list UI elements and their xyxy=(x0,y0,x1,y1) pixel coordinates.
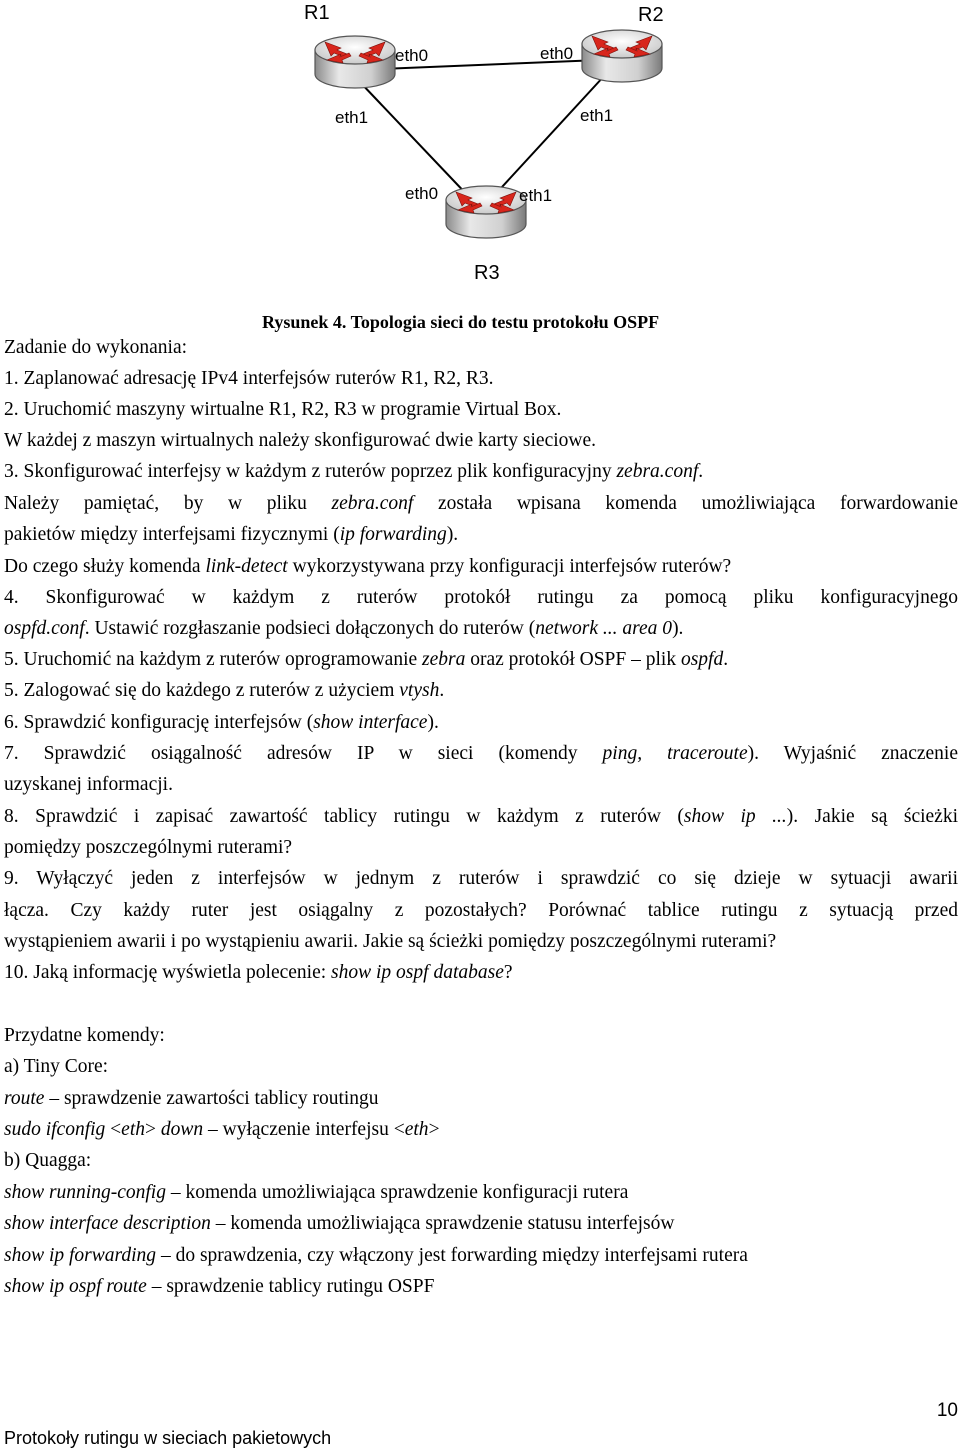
task-step-7: 7. Sprawdzić osiągalność adresów IP w sieci (komendy ping, traceroute). Wyjaśnić znaczenie xyxy=(4,743,958,764)
command-show-running-config: show running-config – komenda umożliwiająca sprawdzenie konfiguracji rutera xyxy=(4,1182,629,1203)
task-step-9-cont2: wystąpieniem awarii i po wystąpieniu awarii. Jakie są ścieżki pomiędzy poszczególnymi ruterami? xyxy=(4,931,777,952)
task-heading: Zadanie do wykonania: xyxy=(4,337,188,358)
task-step-4-cont: ospfd.conf. Ustawić rozgłaszanie podsieci dołączonych do ruterów (network ... area 0). xyxy=(4,618,684,639)
command-show-ip-forwarding: show ip forwarding – do sprawdzenia, czy włączony jest forwarding między interfejsami rutera xyxy=(4,1245,748,1266)
r2-eth0-label: eth0 xyxy=(540,44,574,63)
task-step-2-note: W każdej z maszyn wirtualnych należy skonfigurować dwie karty sieciowe. xyxy=(4,430,597,451)
r2-eth1-label: eth1 xyxy=(580,106,614,125)
router-r2-icon xyxy=(582,30,662,82)
commands-quagga-heading: b) Quagga: xyxy=(4,1150,92,1171)
router-r3-icon xyxy=(446,186,526,238)
commands-heading: Przydatne komendy: xyxy=(4,1025,165,1046)
task-step-1: 1. Zaplanować adresację IPv4 interfejsów ruterów R1, R2, R3. xyxy=(4,368,494,389)
router-r1-icon xyxy=(315,36,395,88)
link-r1-r3 xyxy=(358,80,472,200)
page-number: 10 xyxy=(936,1400,958,1421)
task-step-7-cont: uzyskanej informacji. xyxy=(4,774,173,795)
command-show-ip-ospf-route: show ip ospf route – sprawdzenie tablicy rutingu OSPF xyxy=(4,1276,435,1297)
task-step-9-cont: łącza. Czy każdy ruter jest osiągalny z pozostałych? Porównać tablice rutingu z sytuacją przed xyxy=(4,900,958,921)
task-step-3-question: Do czego służy komenda link-detect wykorzystywana przy konfiguracji interfejsów ruterów? xyxy=(4,556,732,577)
r3-eth1-label: eth1 xyxy=(519,186,553,205)
command-route: route – sprawdzenie zawartości tablicy routingu xyxy=(4,1088,379,1109)
task-step-3-note-cont: pakietów między interfejsami fizycznymi (ip forwarding). xyxy=(4,524,459,545)
command-show-interface-description: show interface description – komenda umożliwiająca sprawdzenie statusu interfejsów xyxy=(4,1213,675,1234)
r3-eth0-label: eth0 xyxy=(405,184,439,203)
router-r3-label: R3 xyxy=(474,262,500,284)
task-step-2: 2. Uruchomić maszyny wirtualne R1, R2, R3 w programie Virtual Box. xyxy=(4,399,562,420)
task-step-8: 8. Sprawdzić i zapisać zawartość tablicy rutingu w każdym z ruterów (show ip ...). Jakie są ścieżki xyxy=(4,806,958,827)
link-r2-r3 xyxy=(490,75,605,200)
task-step-5b: 5. Zalogować się do każdego z ruterów z użyciem vtysh. xyxy=(4,680,445,701)
task-step-8-cont: pomiędzy poszczególnymi ruterami? xyxy=(4,837,293,858)
commands-tinycore-heading: a) Tiny Core: xyxy=(4,1056,109,1077)
task-step-9: 9. Wyłączyć jeden z interfejsów w jednym z ruterów i sprawdzić co się dzieje w sytuacji awarii xyxy=(4,868,958,889)
command-ifconfig-down: sudo ifconfig <eth> down – wyłączenie interfejsu <eth> xyxy=(4,1119,440,1140)
task-step-3: 3. Skonfigurować interfejsy w każdym z ruterów poprzez plik konfiguracyjny zebra.conf. xyxy=(4,461,704,482)
r1-eth1-label: eth1 xyxy=(335,108,369,127)
r1-eth0-label: eth0 xyxy=(395,46,429,65)
task-step-5a: 5. Uruchomić na każdym z ruterów oprogramowanie zebra oraz protokół OSPF – plik ospfd. xyxy=(4,649,729,670)
footer-title: Protokoły rutingu w sieciach pakietowych xyxy=(4,1428,332,1448)
network-topology-diagram xyxy=(0,0,960,300)
task-step-3-note: Należy pamiętać, by w pliku zebra.conf została wpisana komenda umożliwiająca forwardowanie xyxy=(4,493,958,514)
topology-graphic xyxy=(0,0,960,300)
task-step-4: 4. Skonfigurować w każdym z ruterów protokół rutingu za pomocą pliku konfiguracyjnego xyxy=(4,587,958,608)
task-step-6: 6. Sprawdzić konfigurację interfejsów (show interface). xyxy=(4,712,439,733)
task-step-10: 10. Jaką informację wyświetla polecenie: show ip ospf database? xyxy=(4,962,513,983)
router-r2-label: R2 xyxy=(638,4,664,26)
router-r1-label: R1 xyxy=(304,2,330,24)
